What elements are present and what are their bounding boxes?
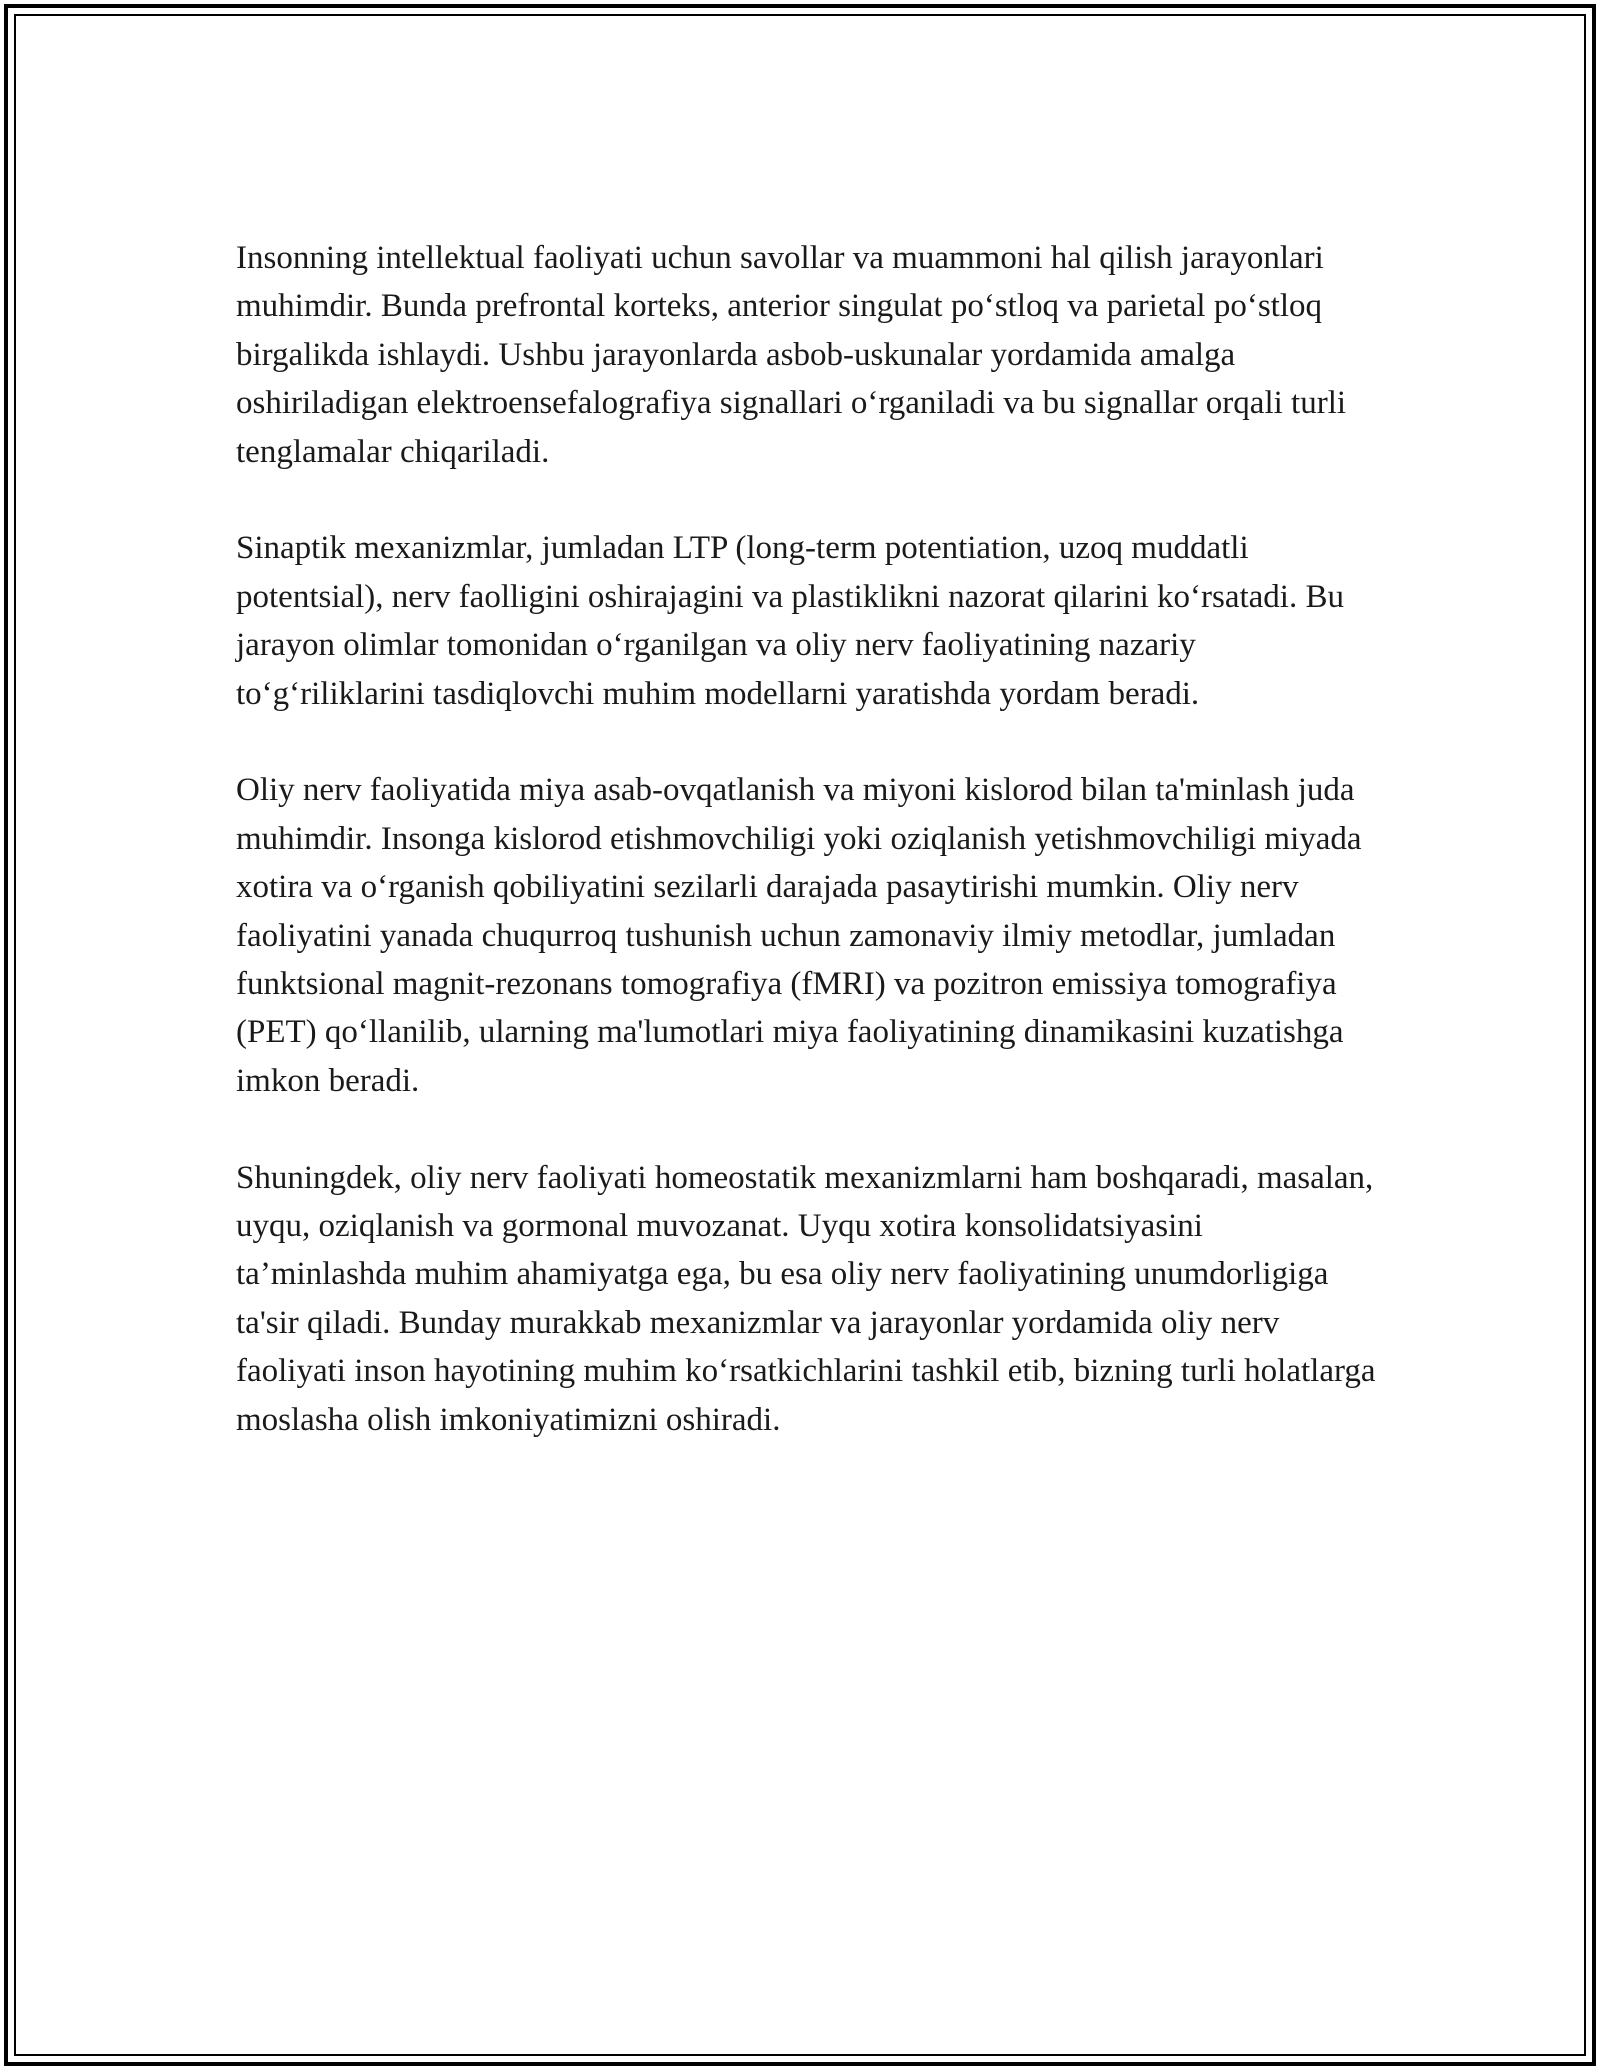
paragraph-1: Insonning intellektual faoliyati uchun savollar va muammoni hal qilish jarayonlari muhimdir. Bunda prefrontal korteks, anterior singulat po‘stloq va parietal po‘stloq birgalikda ishlaydi. Ushbu jarayonlarda asbob-uskunalar yordamida amalga oshiriladigan elektroensefalografiya signallari o‘rganiladi va bu signallar orqali turli tenglamalar chiqariladi. bbox=[236, 240, 1347, 470]
paragraph-3: Oliy nerv faoliyatida miya asab-ovqatlanish va miyoni kislorod bilan ta'minlash juda muhimdir. Insonga kislorod etishmovchiligi yoki oziqlanish yetishmovchiligi miyada xotira va o‘rganish qobiliyatini sezilarli darajada pasaytirishi mumkin. Oliy nerv faoliyatini yanada chuqurroq tushunish uchun zamonaviy ilmiy metodlar, jumladan funktsional magnit-rezonans tomografiya (fMRI) va pozitron emissiya tomografiya (PET) qo‘llanilib, ularning ma'lumotlari miya faoliyatining dinamikasini kuzatishga imkon beradi. bbox=[236, 772, 1362, 1099]
paragraph-2: Sinaptik mexanizmlar, jumladan LTP (long-term potentiation, uzoq muddatli potentsial), nerv faolligini oshirajagini va plastiklikni nazorat qilarini ko‘rsatadi. Bu jarayon olimlar tomonidan o‘rganilgan va oliy nerv faoliyatining nazariy to‘g‘riliklarini tasdiqlovchi muhim modellarni yaratishda yordam beradi. bbox=[236, 530, 1344, 712]
paragraph-4: Shuningdek, oliy nerv faoliyati homeostatik mexanizmlarni ham boshqaradi, masalan, uyqu, oziqlanish va gormonal muvozanat. Uyqu xotira konsolidatsiyasini ta’minlashda muhim ahamiyatga ega, bu esa oliy nerv faoliyatining unumdorligiga ta'sir qiladi. Bunday murakkab mexanizmlar va jarayonlar yordamida oliy nerv faoliyati inson hayotining muhim ko‘rsatkichlarini tashkil etib, bizning turli holatlarga moslasha olish imkoniyatimizni oshiradi. bbox=[236, 1159, 1376, 1438]
document-body bbox=[236, 234, 1376, 1444]
